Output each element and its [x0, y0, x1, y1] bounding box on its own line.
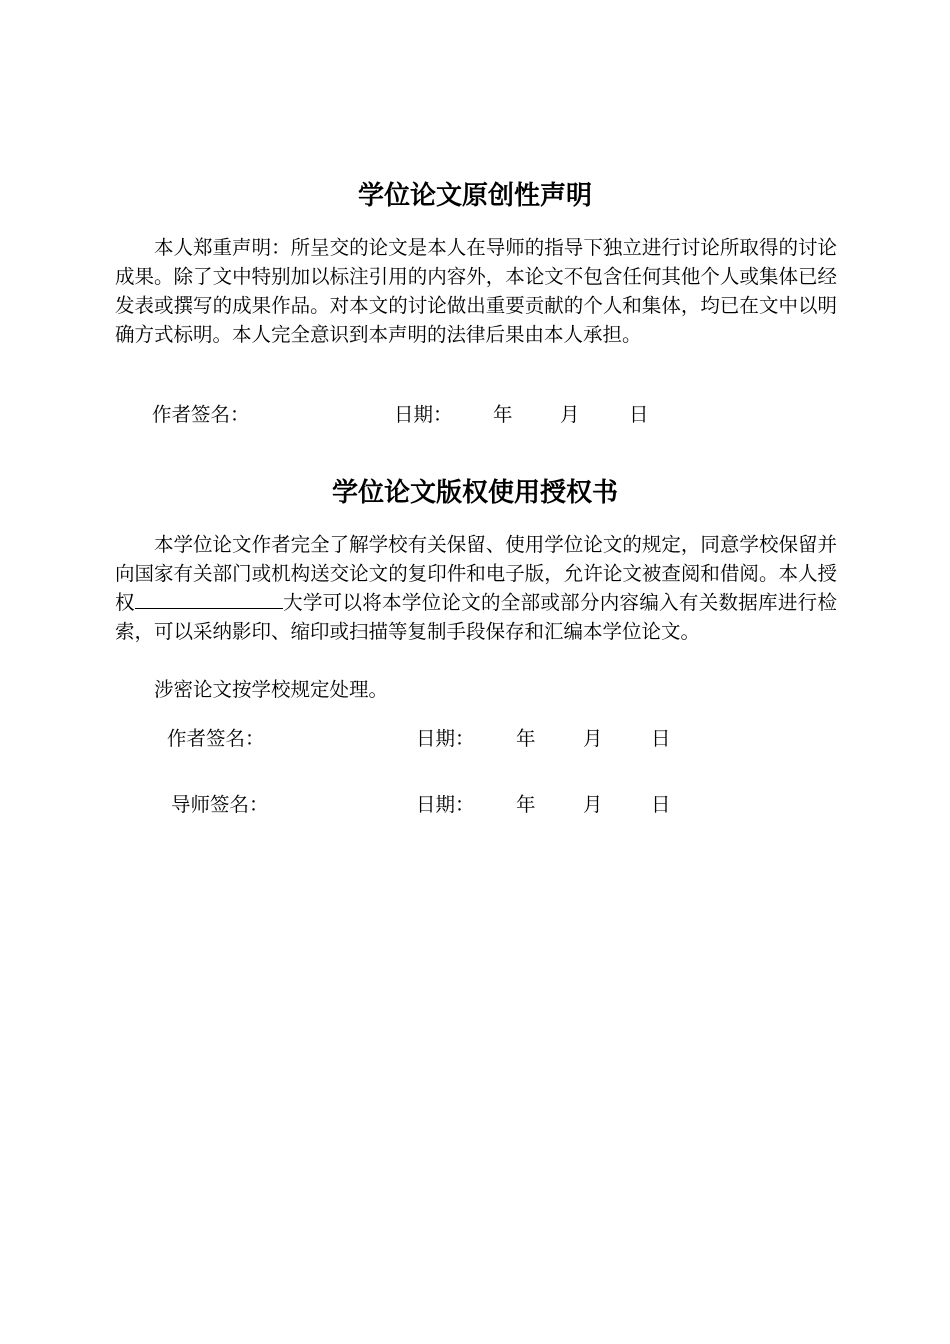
date-label: 日期：: [394, 403, 453, 426]
date-label: 日期：: [416, 727, 475, 750]
year-label: 年: [516, 793, 536, 816]
authorization-body-part1: 本学位论文作者完全了解学校有关保留、使用学位论文的规定，同意学校保留并向国家有关部门或机构送交论文的复印件和电子版，允许论文被查阅和借阅。本人授权: [115, 533, 837, 614]
secret-note: 涉密论文按学校规定处理。: [154, 678, 389, 701]
authorization-title: 学位论文版权使用授权书: [331, 478, 618, 508]
day-label: 日: [629, 403, 649, 426]
day-label: 日: [651, 793, 671, 816]
advisor-sign-label: 导师签名：: [171, 793, 269, 816]
year-label: 年: [516, 727, 536, 750]
authorization-body: [115, 530, 837, 646]
authorization-body-part2: 大学可以将本学位论文的全部或部分内容编入有关数据库进行检索，可以采纳影印、缩印或扫描等复制手段保存和汇编本学位论文。: [115, 591, 837, 643]
university-name-blank[interactable]: [135, 590, 283, 609]
author-sign-label: 作者签名：: [152, 403, 250, 426]
author-sign-label: 作者签名：: [167, 727, 265, 750]
month-label: 月: [583, 727, 603, 750]
year-label: 年: [493, 403, 513, 426]
date-label: 日期：: [416, 793, 475, 816]
declaration-title: 学位论文原创性声明: [357, 181, 592, 211]
day-label: 日: [651, 727, 671, 750]
month-label: 月: [583, 793, 603, 816]
month-label: 月: [560, 403, 580, 426]
declaration-body: 本人郑重声明：所呈交的论文是本人在导师的指导下独立进行讨论所取得的讨论成果。除了文中特别加以标注引用的内容外，本论文不包含任何其他个人或集体已经发表或撰写的成果作品。对本文的讨论做出重要贡献的个人和集体，均已在文中以明确方式标明。本人完全意识到本声明的法律后果由本人承担。: [115, 236, 837, 346]
